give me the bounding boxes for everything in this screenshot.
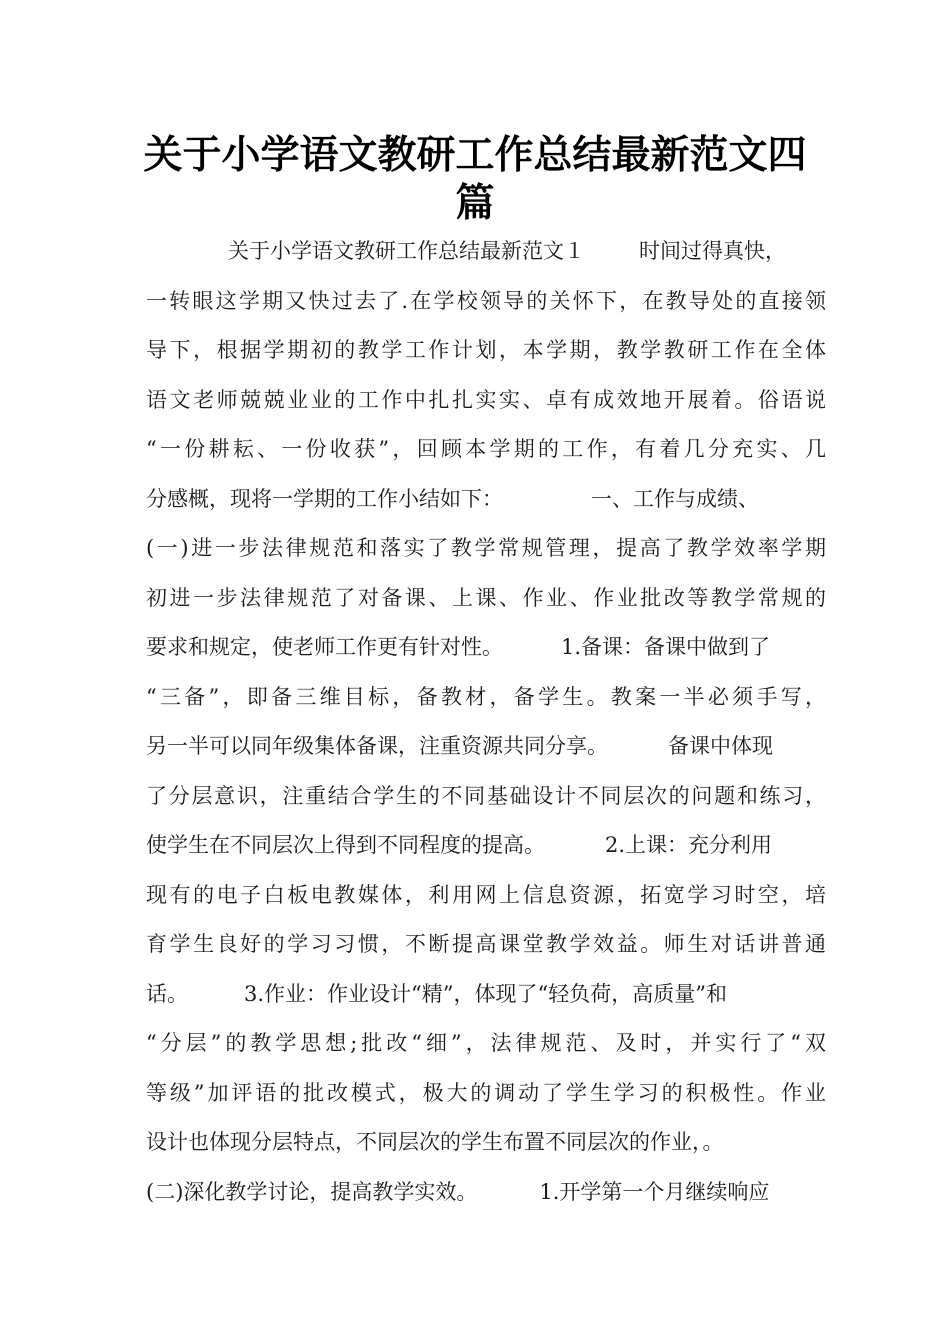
body-line-4: 语文老师兢兢业业的工作中扎扎实实、卓有成效地开展着。俗语说 [146,388,826,412]
body-line-16-part-a: 话。 [146,982,188,1006]
body-line-9-part-b: 1.备课：备课中做到了 [561,635,771,659]
body-line-8: 初进一步法律规范了对备课、上课、作业、作业批改等教学常规的 [146,586,826,610]
body-line-1-part-a: 关于小学语文教研工作总结最新范文１ [228,239,585,263]
body-line-7: (一)进一步法律规范和落实了教学常规管理，提高了教学效率学期 [146,536,826,560]
body-line-9-part-a: 要求和规定，使老师工作更有针对性。 [146,635,503,659]
body-line-18: 等级”加评语的批改模式，极大的调动了学生学习的积极性。作业 [146,1081,826,1105]
body-line-6 [146,484,826,533]
body-line-20-part-a: (二)深化教学讨论，提高教学实效。 [146,1180,478,1204]
body-line-16-part-b: 3.作业：作业设计“精”，体现了“轻负荷，高质量”和 [244,982,727,1006]
body-line-11-part-b: 备课中体现 [668,734,773,758]
body-line-3: 导下，根据学期初的教学工作计划，本学期，教学教研工作在全体 [146,338,826,362]
body-line-10: “三备”，即备三维目标，备教材，备学生。教案一半必须手写， [146,685,826,709]
body-line-13-part-a: 使学生在不同层次上得到不同程度的提高。 [146,833,545,857]
body-line-14: 现有的电子白板电教媒体，利用网上信息资源，拓宽学习时空，培 [146,883,826,907]
body-line-11-part-a: 另一半可以同年级集体备课，注重资源共同分享。 [146,734,608,758]
body-line-20 [146,1177,826,1226]
body-line-12: 了分层意识，注重结合学生的不同基础设计不同层次的问题和练习， [146,784,826,808]
body-line-19: 设计也体现分层特点，不同层次的学生布置不同层次的作业，。 [146,1130,724,1154]
body-line-11 [146,731,826,780]
body-line-13-part-b: 2.上课：充分利用 [605,833,773,857]
body-line-16 [146,979,826,1028]
body-line-9 [146,632,826,681]
body-line-6-part-a: 分感概，现将一学期的工作小结如下： [146,487,503,511]
document-title-line-2: 篇 [455,181,495,226]
body-line-6-part-b: 一、工作与成绩、 [591,487,759,511]
body-line-17: “分层”的教学思想;批改“细”，法律规范、及时，并实行了“双 [146,1031,826,1055]
body-line-1-part-b: 时间过得真快， [639,239,786,263]
body-line-5: “一份耕耘、一份收获”，回顾本学期的工作，有着几分充实、几 [146,437,826,461]
body-line-15: 育学生良好的学习习惯，不断提高课堂教学效益。师生对话讲普通 [146,932,826,956]
body-line-1 [228,236,826,285]
body-line-2: 一转眼这学期又快过去了.在学校领导的关怀下，在教导处的直接领 [146,289,826,313]
body-line-20-part-b: 1.开学第一个月继续响应 [539,1180,770,1204]
body-line-13 [146,830,826,879]
document-title-line-1: 关于小学语文教研工作总结最新范文四 [143,133,807,178]
